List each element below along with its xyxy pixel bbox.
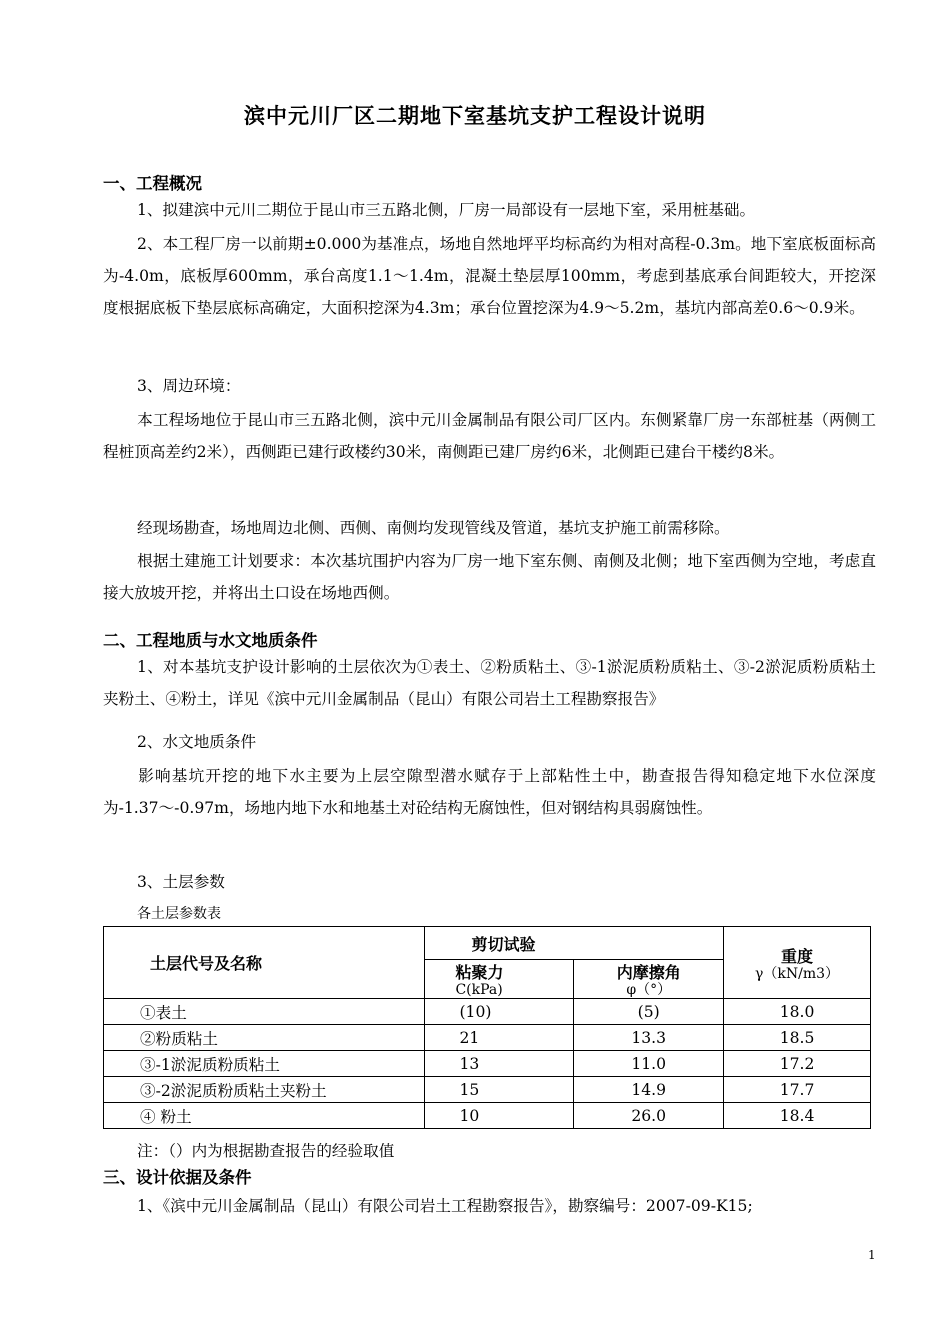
page-number: 1 (868, 1248, 876, 1262)
paragraph-2-1 (103, 651, 876, 715)
cell-friction: 13.3 (574, 1025, 724, 1051)
cell-weight: 18.5 (724, 1025, 871, 1051)
cell-cohesion: 10 (425, 1103, 574, 1129)
cell-weight: 18.4 (724, 1103, 871, 1129)
cell-friction: 26.0 (574, 1103, 724, 1129)
table-row (104, 1025, 871, 1051)
header-friction-angle (574, 960, 724, 999)
table-row (104, 999, 871, 1025)
section-heading-overview: 一、工程概况 (103, 174, 202, 193)
paragraph-1-2-text: 2、本工程厂房一以前期±0.000为基准点，场地自然地坪平均标高约为相对高程-0.3m。地下室底板面标高为-4.0m，底板厚600mm，承台高度1.1～1.4m，混凝土垫层厚100mm，考虑到基底承台间距较大，开挖深度根据底板下垫层底标高确定，大面积挖深为4.3m；承台位置挖深为4.9～5.2m，基坑内部高差0.6～0.9米。 (103, 235, 876, 317)
cell-weight: 17.2 (724, 1051, 871, 1077)
cell-friction: 11.0 (574, 1051, 724, 1077)
paragraph-1-2 (103, 228, 876, 324)
soil-parameters-table (103, 926, 871, 1129)
paragraph-2-4: 3、土层参数 (137, 873, 225, 891)
section-heading-design-basis: 三、设计依据及条件 (103, 1168, 252, 1187)
table-row (104, 1103, 871, 1129)
paragraph-1-6-text: 根据土建施工计划要求：本次基坑围护内容为厂房一地下室东侧、南侧及北侧；地下室西侧为空地，考虑直接大放坡开挖，并将出土口设在场地西侧。 (103, 552, 876, 602)
header-cohesion (425, 960, 574, 999)
header-shear-test: 剪切试验 (425, 927, 724, 960)
header-unit-weight-unit: γ（kN/m3） (755, 965, 840, 982)
header-friction-label: 内摩擦角 (616, 963, 681, 982)
paragraph-2-2: 2、水文地质条件 (137, 733, 257, 751)
document-title: 滨中元川厂区二期地下室基坑支护工程设计说明 (244, 103, 706, 128)
cell-friction: (5) (574, 999, 724, 1025)
paragraph-2-1-text: 1、对本基坑支护设计影响的土层依次为①表土、②粉质粘土、③-1淤泥质粉质粘土、③-2淤泥质粉质粘土夹粉土、④粉土，详见《滨中元川金属制品（昆山）有限公司岩土工程勘察报告》 (103, 658, 876, 708)
header-soil-name: 土层代号及名称 (104, 927, 425, 999)
cell-weight: 17.7 (724, 1077, 871, 1103)
header-unit-weight (724, 927, 871, 999)
cell-soil-name: ③-1淤泥质粉质粘土 (104, 1051, 425, 1077)
paragraph-1-1: 1、拟建滨中元川二期位于昆山市三五路北侧，厂房一局部设有一层地下室，采用桩基础。 (137, 201, 756, 219)
table-row (104, 1051, 871, 1077)
table-caption: 各土层参数表 (137, 906, 221, 922)
paragraph-1-4-text: 本工程场地位于昆山市三五路北侧，滨中元川金属制品有限公司厂区内。东侧紧靠厂房一东部桩基（两侧工程桩顶高差约2米），西侧距已建行政楼约30米，南侧距已建厂房约6米，北侧距已建台干楼约8米。 (103, 411, 876, 461)
header-cohesion-unit: C(kPa) (455, 982, 503, 998)
cell-weight: 18.0 (724, 999, 871, 1025)
cell-cohesion: (10) (425, 999, 574, 1025)
section-heading-geology: 二、工程地质与水文地质条件 (103, 631, 318, 650)
header-unit-weight-label: 重度 (781, 946, 814, 966)
header-cohesion-label: 粘聚力 (455, 963, 504, 982)
table-row (104, 1077, 871, 1103)
cell-soil-name: ②粉质粘土 (104, 1025, 425, 1051)
cell-soil-name: ①表土 (104, 999, 425, 1025)
cell-soil-name: ④ 粉土 (104, 1103, 425, 1129)
cell-cohesion: 21 (425, 1025, 574, 1051)
paragraph-3-1: 1、《滨中元川金属制品（昆山）有限公司岩土工程勘察报告》，勘察编号：2007-09-K15; (137, 1197, 753, 1215)
paragraph-1-3: 3、周边环境： (137, 377, 241, 395)
paragraph-2-3-text: 影响基坑开挖的地下水主要为上层空隙型潜水赋存于上部粘性土中，勘查报告得知稳定地下水位深度为-1.37～-0.97m，场地内地下水和地基土对砼结构无腐蚀性，但对钢结构具弱腐蚀性。 (103, 767, 876, 817)
paragraph-1-5: 经现场勘查，场地周边北侧、西侧、南侧均发现管线及管道，基坑支护施工前需移除。 (137, 519, 730, 537)
paragraph-2-3 (103, 760, 876, 824)
cell-cohesion: 13 (425, 1051, 574, 1077)
cell-soil-name: ③-2淤泥质粉质粘土夹粉土 (104, 1077, 425, 1103)
cell-friction: 14.9 (574, 1077, 724, 1103)
table-note: 注：（）内为根据勘查报告的经验取值 (137, 1142, 395, 1160)
paragraph-1-6 (103, 545, 876, 609)
header-friction-unit: φ（°） (626, 982, 672, 998)
paragraph-1-4 (103, 404, 876, 468)
cell-cohesion: 15 (425, 1077, 574, 1103)
